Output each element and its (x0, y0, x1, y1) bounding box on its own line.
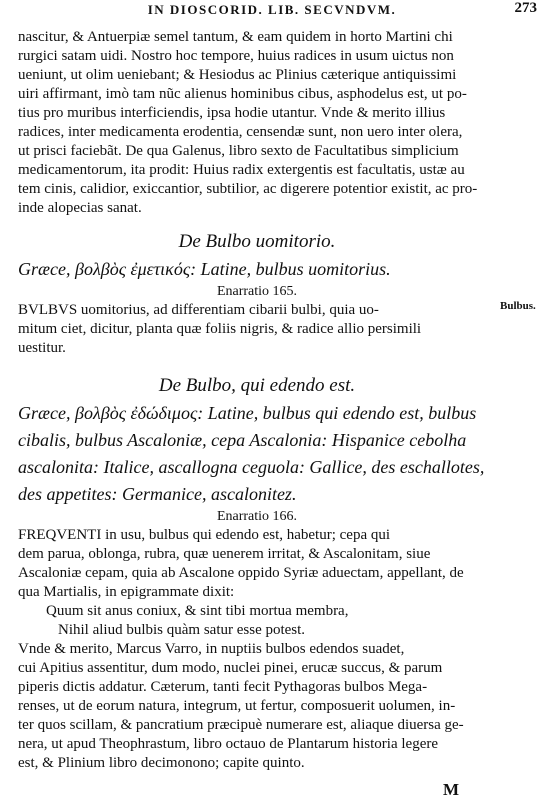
catchword: M (442, 780, 459, 799)
text-line: ut prisci faciebãt. De qua Galenus, libro sexto de Facultatibus simplicium (18, 143, 459, 159)
text-line: uiri affirmant, imò tam nũc alienus hominibus cibus, asphodelus est, ut po- (18, 86, 467, 102)
text-line: qua Martialis, in epigrammate dixit: (18, 584, 235, 600)
text-line: est, & Plinium libro decimonono; capite quinto. (18, 755, 305, 771)
nomenclature-line: Græce, βολβὸς ἐμετικός: Latine, bulbus uomitorius. (18, 259, 391, 279)
enarratio-label: Enarratio 165. (216, 284, 298, 299)
text-line: renses, ut de eorum natura, integrum, ut fertur, composuerit uolumen, in- (18, 698, 456, 714)
text-line: dem parua, oblonga, rubra, quæ uenerem irritat, & Ascalonitam, siue (18, 546, 431, 562)
paragraph-asphodelus (18, 28, 496, 218)
section-bulbus-edendus (18, 372, 496, 773)
text-line: mitum ciet, dicitur, planta quæ foliis nigris, & radice allio persimili (18, 321, 422, 337)
verse-line: Quum sit anus coniux, & sint tibi mortua membra, (46, 603, 349, 619)
margin-note: Bulbus. (500, 300, 536, 312)
text-line: cui Apitius assentitur, dum modo, nuclei pinei, erucæ succus, & parum (18, 660, 443, 676)
page-number: 273 (514, 0, 537, 16)
running-head: IN DIOSCORID. LIB. SECVNDVM. (147, 2, 397, 17)
text-line: radices, inter medicamenta erodentia, censendæ sunt, non uero inter olera, (18, 124, 463, 140)
nomenclature-line: ascalonita: Italice, ascallogna ceguola: Gallice, des eschallotes, (18, 457, 485, 477)
text-line: tius pro muribus interficiendis, ipsa hodie utantur. Vnde & merito illius (18, 105, 446, 121)
section-heading: De Bulbo, qui edendo est. (158, 375, 356, 396)
nomenclature-line: des appetites: Germanice, ascalonitez. (18, 484, 297, 504)
nomenclature-line: cibalis, bulbus Ascaloniæ, cepa Ascalonia: Hispanice cebolha (18, 430, 467, 450)
text-line: rurgici satam uidi. Nostro hoc tempore, huius radices in usum uictus non (18, 48, 454, 64)
text-line: piperis dictis addatur. Cæterum, tanti fecit Pythagoras bulbos Mega- (18, 679, 428, 695)
verse-line: Nihil aliud bulbis quàm satur esse potest. (58, 622, 306, 638)
section-bulbus-uomitorius (18, 228, 496, 358)
text-line: Vnde & merito, Marcus Varro, in nuptiis bulbos edendos suadet, (18, 641, 405, 657)
text-line: ter quos scillam, & pancratium præcipuè numerare est, aliaque diuersa ge- (18, 717, 464, 733)
text-line: nera, ut apud Theophrastum, libro octauo de Plantarum historia legere (18, 736, 439, 752)
text-line: inde alopecias sanat. (18, 200, 142, 216)
nomenclature-line: Græce, βολβὸς ἐδώδιμος: Latine, bulbus qui edendo est, bulbus (18, 403, 477, 423)
section-heading: De Bulbo uomitorio. (178, 231, 336, 252)
text-line: BVLBVS uomitorius, ad differentiam cibarii bulbi, quia uo- (18, 302, 379, 318)
text-line: uestitur. (18, 340, 66, 356)
text-line: medicamentorum, ita prodit: Huius radix extergentis est facultatis, ustæ au (18, 162, 465, 178)
enarratio-label: Enarratio 166. (216, 509, 298, 524)
text-line: nascitur, & Antuerpiæ semel tantum, & eam quidem in horto Martini chi (18, 29, 453, 45)
text-line: FREQVENTI in usu, bulbus qui edendo est, habetur; cepa qui (18, 527, 391, 543)
text-line: Ascaloniæ cepam, quia ab Ascalone oppido Syriæ aduectam, appellant, de (18, 565, 464, 581)
text-line: ueniunt, ut olim ueniebant; & Hesiodus ac Plinius cæterique antiquissimi (18, 67, 457, 83)
text-line: tem cinis, calidior, exiccantior, subtilior, ac digerere potentior existit, ac pro- (18, 181, 478, 197)
